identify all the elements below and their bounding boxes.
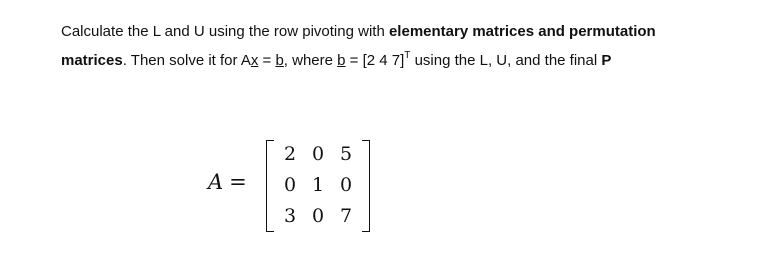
- statement-text: . Then solve it for A: [122, 52, 251, 69]
- matrix-cell: 0: [311, 143, 325, 165]
- matrix-cell: 0: [311, 205, 325, 227]
- matrix-cell: 2: [283, 143, 297, 165]
- matrix-name: A: [208, 170, 224, 194]
- vector-b: b: [275, 52, 284, 69]
- statement-text: =: [258, 52, 276, 69]
- statement-bold: P: [601, 52, 612, 69]
- matrix-cell: 0: [339, 174, 353, 196]
- vector-x: x: [250, 52, 259, 69]
- matrix-cell: 7: [339, 205, 353, 227]
- matrix-label: [208, 170, 247, 194]
- vector-b: b: [337, 52, 346, 69]
- transpose-mark: T: [404, 50, 411, 61]
- statement-text: , where: [283, 52, 338, 69]
- equals-sign: =: [229, 170, 247, 194]
- left-bracket: [266, 140, 274, 232]
- statement-bold: matrices: [61, 52, 123, 69]
- statement-text: = [2 4 7]: [345, 52, 405, 69]
- matrix-cell: 3: [283, 205, 297, 227]
- statement-line-1: [61, 20, 761, 44]
- right-bracket: [362, 140, 370, 232]
- matrix-cell: 1: [311, 174, 325, 196]
- problem-statement: [61, 20, 761, 73]
- matrix-a: [266, 140, 370, 232]
- statement-text: Calculate the L and U using the row pivoting with: [61, 23, 389, 40]
- statement-line-2: [61, 44, 761, 73]
- matrix-cell: 5: [339, 143, 353, 165]
- matrix-cell: 0: [283, 174, 297, 196]
- statement-bold: elementary matrices and permutation: [388, 23, 656, 40]
- statement-text: using the L, U, and the final: [410, 52, 602, 69]
